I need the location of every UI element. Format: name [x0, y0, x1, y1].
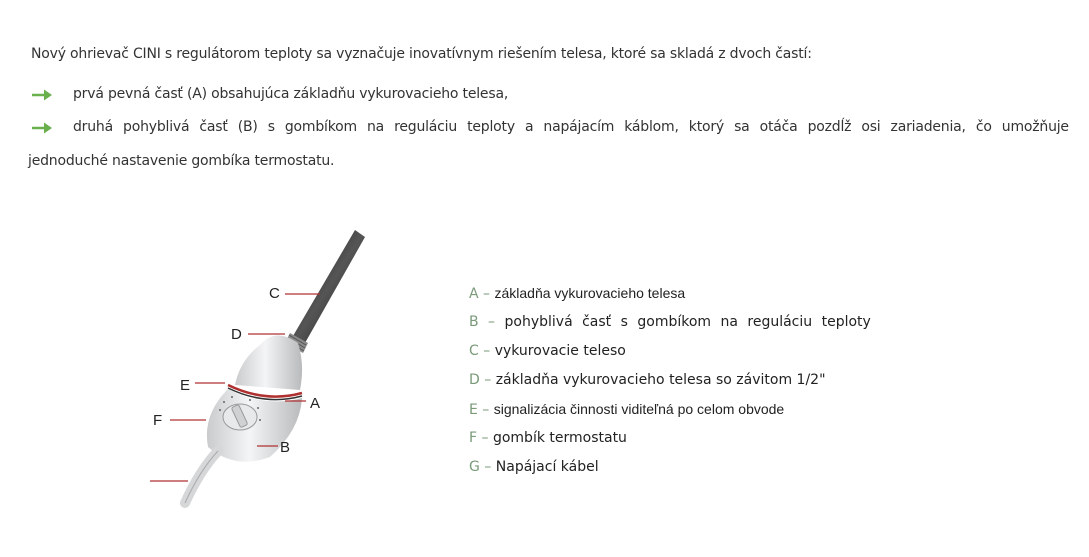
bullet-word: pohyblivá: [123, 119, 190, 135]
bullet-word: napájacím: [543, 119, 615, 135]
bullet-word: pozdĺž: [807, 119, 852, 135]
bullet-word: otáča: [759, 119, 798, 135]
legend-text: pohyblivá časť s gombíkom na reguláciu teploty: [504, 314, 871, 330]
bullet-word: s: [267, 119, 275, 135]
legend-key: B –: [469, 314, 496, 330]
legend-text: Napájací kábel: [495, 459, 599, 475]
legend-item-e: [469, 401, 784, 418]
bullet-word: umožňuje: [1001, 119, 1069, 135]
bullet-word: gombíkom: [284, 119, 357, 135]
legend-item-b: [469, 314, 871, 330]
legend-key: F –: [469, 430, 489, 446]
bullet-item: [73, 119, 1069, 135]
intro-paragraph: Nový ohrievač CINI s regulátorom teploty sa vyznačuje inovatívnym riešením telesa, ktoré sa skladá z dvoch častí:: [31, 46, 812, 62]
heater-figure: [140, 225, 380, 515]
legend-key: D –: [469, 372, 492, 388]
legend-text: vykurovacie teleso: [494, 343, 626, 359]
bullet-word: osi: [861, 119, 881, 135]
bullet-word: a: [524, 119, 534, 135]
arrow-right-icon: [31, 88, 53, 102]
bullet-word: teploty: [467, 119, 515, 135]
bullet-word: káblom,: [624, 119, 679, 135]
bullet-word: reguláciu: [394, 119, 458, 135]
bullet-word: ktorý: [688, 119, 725, 135]
legend-item-f: [469, 430, 627, 446]
legend-item-d: [469, 372, 826, 388]
figure-label-a: A: [310, 395, 321, 412]
heater-illustration: [140, 225, 380, 515]
legend-key: A –: [469, 286, 491, 302]
legend-item-c: [469, 343, 626, 359]
figure-label-c: C: [269, 285, 280, 302]
legend-text: základňa vykurovacieho telesa so závitom 1/2": [495, 372, 826, 388]
arrow-right-icon: [31, 121, 53, 135]
bullet-item: prvá pevná časť (A) obsahujúca základňu vykurovacieho telesa,: [73, 86, 509, 102]
bullet-word: druhá: [73, 119, 113, 135]
bullet-word: na: [366, 119, 385, 135]
bullet-word: sa: [734, 119, 750, 135]
legend-key: E –: [469, 402, 490, 418]
legend-key: G –: [469, 459, 492, 475]
legend-text: gombík termostatu: [492, 430, 627, 446]
bullet-word: časť: [199, 119, 228, 135]
legend-text: signalizácia činnosti viditeľná po celom obvode: [493, 401, 785, 417]
bullet-continuation: jednoduché nastavenie gombíka termostatu.: [28, 153, 335, 169]
figure-label-b: B: [280, 439, 291, 456]
legend-item-a: [469, 285, 685, 302]
figure-label-d: D: [231, 326, 242, 343]
bullet-word: čo: [975, 119, 992, 135]
bullet-word: (B): [237, 119, 258, 135]
figure-label-f: F: [153, 412, 163, 429]
legend-key: C –: [469, 343, 491, 359]
figure-label-e: E: [180, 377, 191, 394]
legend-text: základňa vykurovacieho telesa: [494, 285, 686, 301]
legend-item-g: [469, 459, 599, 475]
bullet-word: zariadenia,: [890, 119, 966, 135]
